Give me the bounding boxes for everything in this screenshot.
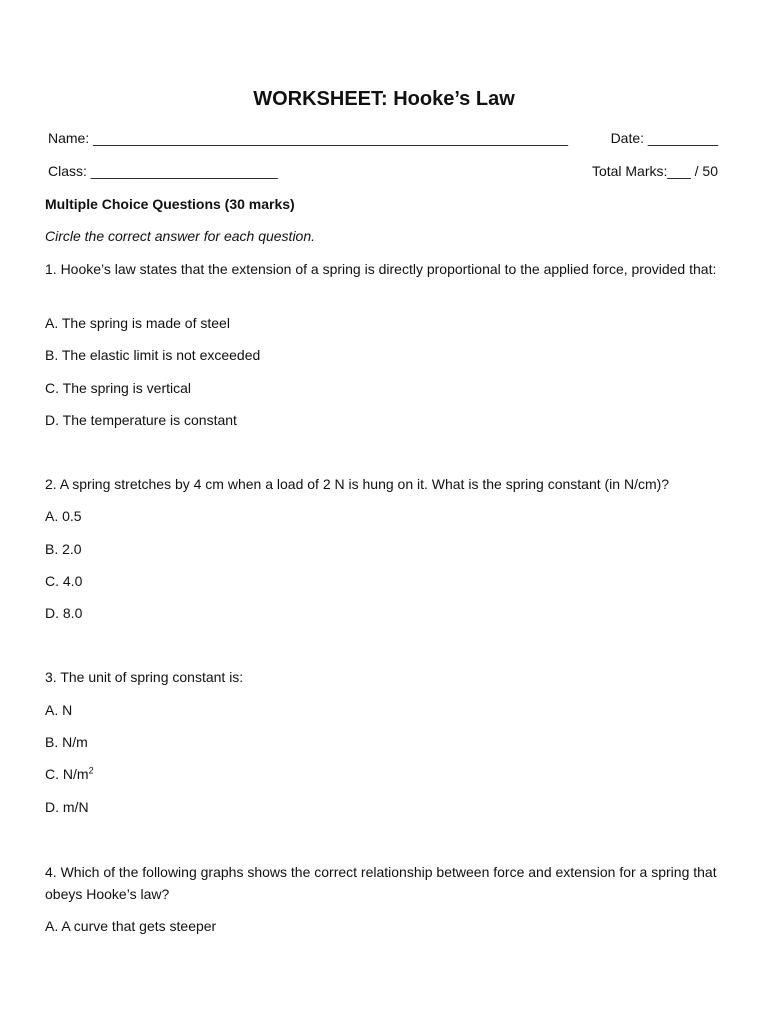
- date-field-label: Date: _________: [610, 130, 718, 146]
- question-2-option-a: A. 0.5: [45, 508, 82, 524]
- section-heading: Multiple Choice Questions (30 marks): [45, 196, 295, 212]
- question-1-option-b: B. The elastic limit is not exceeded: [45, 347, 261, 363]
- question-1-text: 1. Hooke’s law states that the extension of a spring is directly proportional to the applied force, provided that:: [45, 261, 717, 277]
- name-date-row: [48, 130, 718, 146]
- question-4-text: 4. Which of the following graphs shows the correct relationship between force and extension for a spring that obeys Hooke’s law?: [45, 864, 717, 902]
- question-4-option-a: A. A curve that gets steeper: [45, 918, 217, 934]
- class-marks-row: [48, 163, 718, 179]
- question-2-option-b: B. 2.0: [45, 541, 82, 557]
- question-3-option-c: [45, 763, 725, 785]
- question-3-option-b: B. N/m: [45, 734, 88, 750]
- name-field-label: Name: _____________________________________________________________: [48, 130, 569, 146]
- question-1-option-d: D. The temperature is constant: [45, 412, 237, 428]
- total-marks-label: Total Marks:___ / 50: [591, 163, 718, 179]
- page-title: WORKSHEET: Hooke’s Law: [253, 88, 515, 110]
- question-1-option-c: C. The spring is vertical: [45, 380, 192, 396]
- question-2-option-c: C. 4.0: [45, 573, 83, 589]
- question-2-text: 2. A spring stretches by 4 cm when a load of 2 N is hung on it. What is the spring constant (in N/cm)?: [45, 476, 670, 492]
- question-3-text: 3. The unit of spring constant is:: [45, 669, 244, 685]
- question-3-option-c-superscript: 2: [88, 765, 94, 776]
- class-field-label: Class: ________________________: [48, 163, 278, 179]
- question-2-option-d: D. 8.0: [45, 605, 83, 621]
- question-1-option-a: A. The spring is made of steel: [45, 315, 230, 331]
- question-3-option-a: A. N: [45, 702, 73, 718]
- question-3-option-c-text: C. N/m: [45, 766, 89, 782]
- section-instruction: Circle the correct answer for each question.: [45, 228, 316, 244]
- question-3-option-d: D. m/N: [45, 799, 89, 815]
